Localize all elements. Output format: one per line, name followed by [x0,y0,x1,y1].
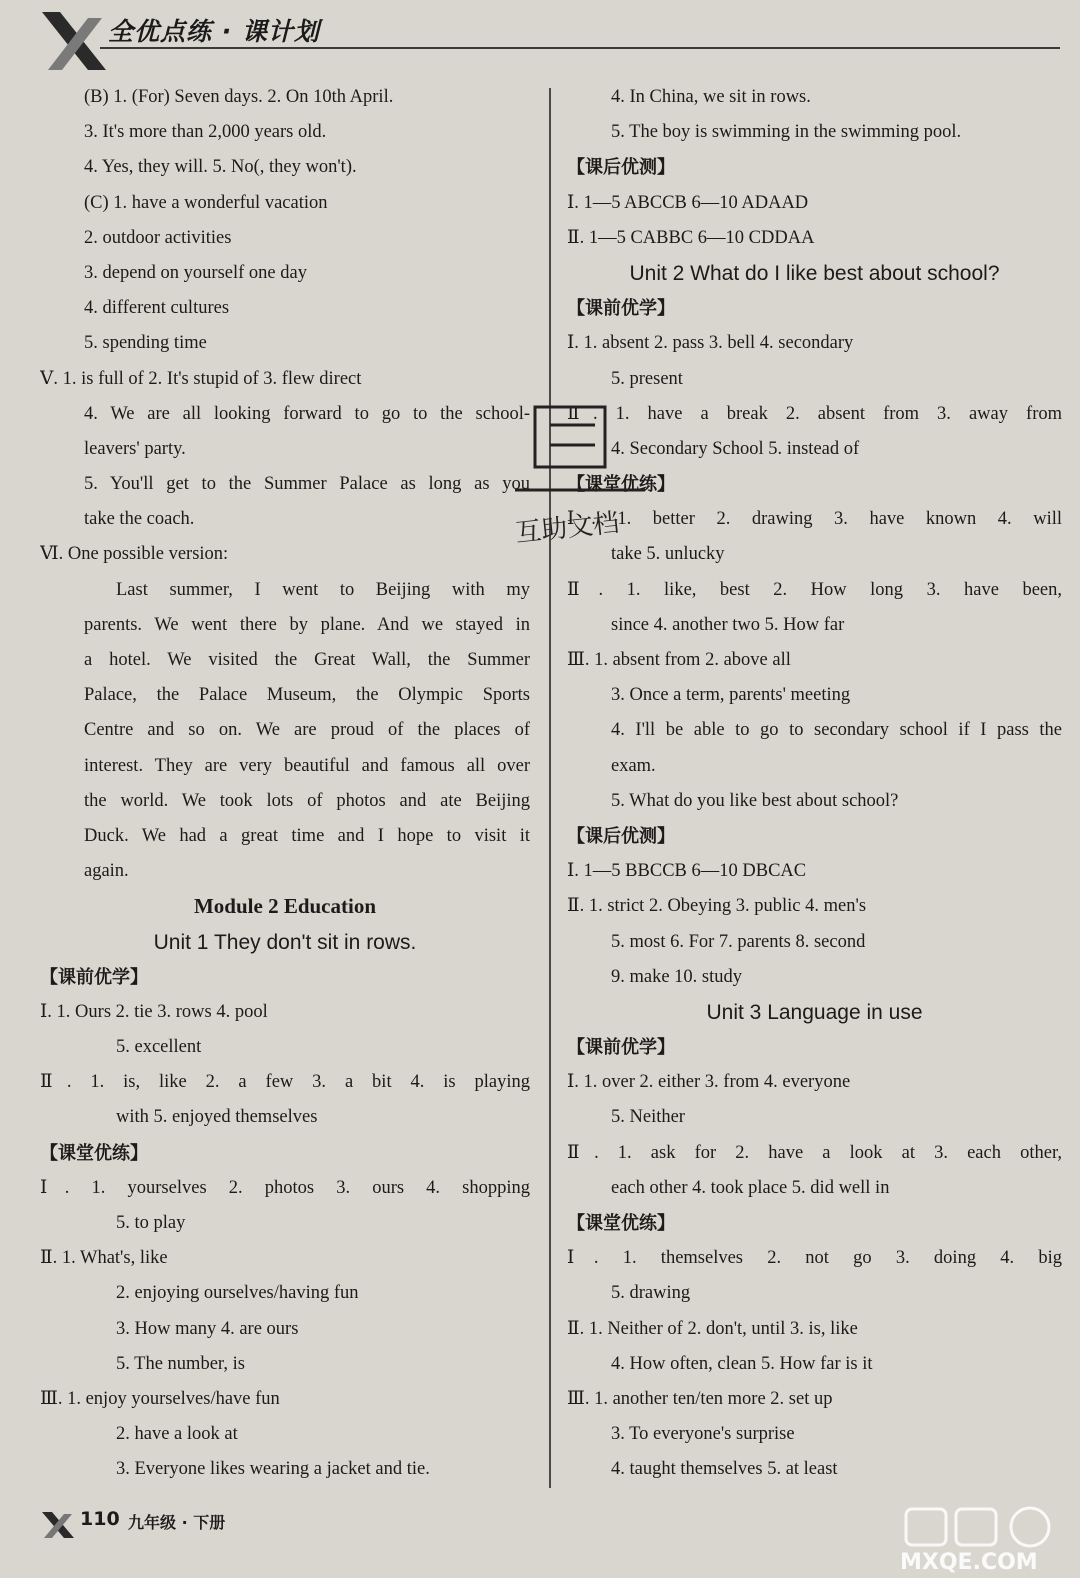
right_column-line: 5. The boy is swimming in the swimming pool. [611,122,962,143]
answer-column-right [567,80,1062,1488]
right_column-line: 【课堂优练】 [567,474,675,496]
right_column-line: 3. Once a term, parents' meeting [611,685,851,706]
right_column-line: 【课前优学】 [567,1037,675,1059]
left_column-line: take the coach. [84,509,195,530]
right_column-line: Ⅱ. 1. ask for 2. have a look at 3. each other, [567,1142,1062,1163]
left_column-line: the world. We took lots of photos and ate Beijing [84,790,530,811]
right_column-line: Ⅰ. 1. themselves 2. not go 3. doing 4. big [567,1248,1062,1269]
right_column-line: Ⅰ. 1. absent 2. pass 3. bell 4. secondary [567,333,854,354]
right_column-line: 4. I'll be able to go to secondary school if I pass the [611,720,1062,741]
left_column-line: Ⅱ. 1. What's, like [40,1248,168,1269]
left_column-line: 4. Yes, they will. 5. No(, they won't). [84,157,357,178]
left_column-line: 3. How many 4. are ours [116,1318,299,1339]
right_column-line: each other 4. took place 5. did well in [611,1177,890,1198]
left_column-line: 2. have a look at [116,1424,238,1445]
right_column-line: Ⅲ. 1. absent from 2. above all [567,650,791,670]
right_column-line: 4. Secondary School 5. instead of [611,438,860,459]
right_column-line: Unit 3 Language in use [706,1000,923,1024]
left_column-line: 4. We are all looking forward to go to the school- [84,403,530,424]
watermark-corner-logo [880,1505,1070,1575]
left_column-line: 3. Everyone likes wearing a jacket and tie. [116,1459,430,1480]
left_column-line: Ⅰ. 1. yourselves 2. photos 3. ours 4. shopping [40,1177,530,1198]
right_column-line: Ⅰ. 1—5 BBCCB 6—10 DBCAC [567,861,807,882]
left_column-line: 2. enjoying ourselves/having fun [116,1283,359,1304]
left_column-line: leavers' party. [84,438,186,459]
left_column-line: 5. The number, is [116,1353,245,1374]
right_column-line: 5. most 6. For 7. parents 8. second [611,931,866,952]
left_column-line: Ⅰ. 1. Ours 2. tie 3. rows 4. pool [40,1001,268,1022]
left_column-line: (C) 1. have a wonderful vacation [84,192,328,213]
right_column-line: 9. make 10. study [611,966,743,987]
right_column-line: Ⅱ. 1. have a break 2. absent from 3. away from [567,403,1062,424]
left_column-line: 3. depend on yourself one day [84,262,307,283]
right_column-line: 5. present [611,368,683,389]
left_column-line: 5. to play [116,1213,186,1233]
answer-column-left [40,80,530,1488]
left_column-line: again. [84,861,129,882]
right_column-line: 4. In China, we sit in rows. [611,87,811,107]
left_column-line: 3. It's more than 2,000 years old. [84,122,327,143]
right_column-line: 【课堂优练】 [567,1213,675,1234]
left_column-line: parents. We went there by plane. And we stayed in [84,614,530,635]
left_column-line: 4. different cultures [84,298,230,319]
left_column-line: Duck. We had a great time and I hope to visit it [84,825,530,846]
left_column-line: Ⅲ. 1. enjoy yourselves/have fun [40,1388,280,1409]
watermark-corner-text: MXQE.COM [900,1550,1038,1575]
right_column-line: since 4. another two 5. How far [611,614,845,635]
left_column-line: a hotel. We visited the Great Wall, the Summer [84,650,530,670]
left_column-line: 5. spending time [84,333,207,354]
left_column-line: 【课前优学】 [40,966,148,988]
right_column-line: 5. Neither [611,1107,685,1128]
book-title: 全优点练 · 课计划 [108,17,320,46]
right_column-line: exam. [611,755,656,776]
left_column-line: Palace, the Palace Museum, the Olympic Sports [84,685,530,706]
right_column-line: 4. How often, clean 5. How far is it [611,1353,873,1374]
right_column-line: Ⅰ. 1. better 2. drawing 3. have known 4. will [567,509,1062,530]
header-rule [100,47,1060,49]
watermark-stamp-text: 互助文档 [513,507,621,549]
right_column-line: Ⅱ. 1. like, best 2. How long 3. have been, [567,579,1062,600]
left_column-line: Module 2 Education [193,894,377,919]
left_column-line: 2. outdoor activities [84,227,232,248]
right_column-line: 4. taught themselves 5. at least [611,1459,838,1480]
left_column-line: Unit 1 They don't sit in rows. [153,930,417,954]
right_column-line: Ⅲ. 1. another ten/ten more 2. set up [567,1388,833,1409]
left_column-line: Last summer, I went to Beijing with my [116,579,530,600]
right_column-line: Ⅰ. 1—5 ABCCB 6—10 ADAAD [567,192,809,213]
right_column-line: take 5. unlucky [611,544,725,565]
right_column-line: 【课后优测】 [567,825,675,847]
right_column-line: Ⅰ. 1. over 2. either 3. from 4. everyone [567,1072,851,1093]
right_column-line: 5. What do you like best about school? [611,790,899,811]
brand-x-icon [38,8,110,74]
left_column-line: (B) 1. (For) Seven days. 2. On 10th April. [84,87,394,107]
right_column-line: Ⅱ. 1. strict 2. Obeying 3. public 4. men's [567,896,867,917]
right_column-line: Ⅱ. 1—5 CABBC 6—10 CDDAA [567,227,815,248]
left_column-line: 5. excellent [116,1037,202,1058]
left_column-line: Ⅱ. 1. is, like 2. a few 3. a bit 4. is playing [40,1072,530,1093]
right_column-line: 5. drawing [611,1283,691,1304]
right_column-line: Unit 2 What do I like best about school? [629,261,1000,285]
right_column-line: 3. To everyone's surprise [611,1424,795,1445]
left_column-line: Ⅵ. One possible version: [40,544,229,565]
grade-label: 九年级 · 下册 [128,1513,226,1532]
column-divider [549,88,551,1488]
right_column-line: Ⅱ. 1. Neither of 2. don't, until 3. is, like [567,1318,858,1339]
watermark-stamp [505,395,655,565]
left_column-line: 5. You'll get to the Summer Palace as long as you [84,474,530,495]
page-number: 110 [80,1508,120,1530]
left_column-line: with 5. enjoyed themselves [116,1107,318,1128]
left_column-line: Ⅴ. 1. is full of 2. It's stupid of 3. flew direct [40,368,362,389]
left_column-line: interest. They are very beautiful and famous all over [84,755,530,776]
left_column-line: Centre and so on. We are proud of the places of [84,720,530,741]
page-header [0,0,1080,80]
right_column-line: 【课后优测】 [567,157,675,179]
left_column-line: 【课堂优练】 [40,1142,148,1164]
footer-x-icon [40,1510,76,1540]
right_column-line: 【课前优学】 [567,298,675,320]
